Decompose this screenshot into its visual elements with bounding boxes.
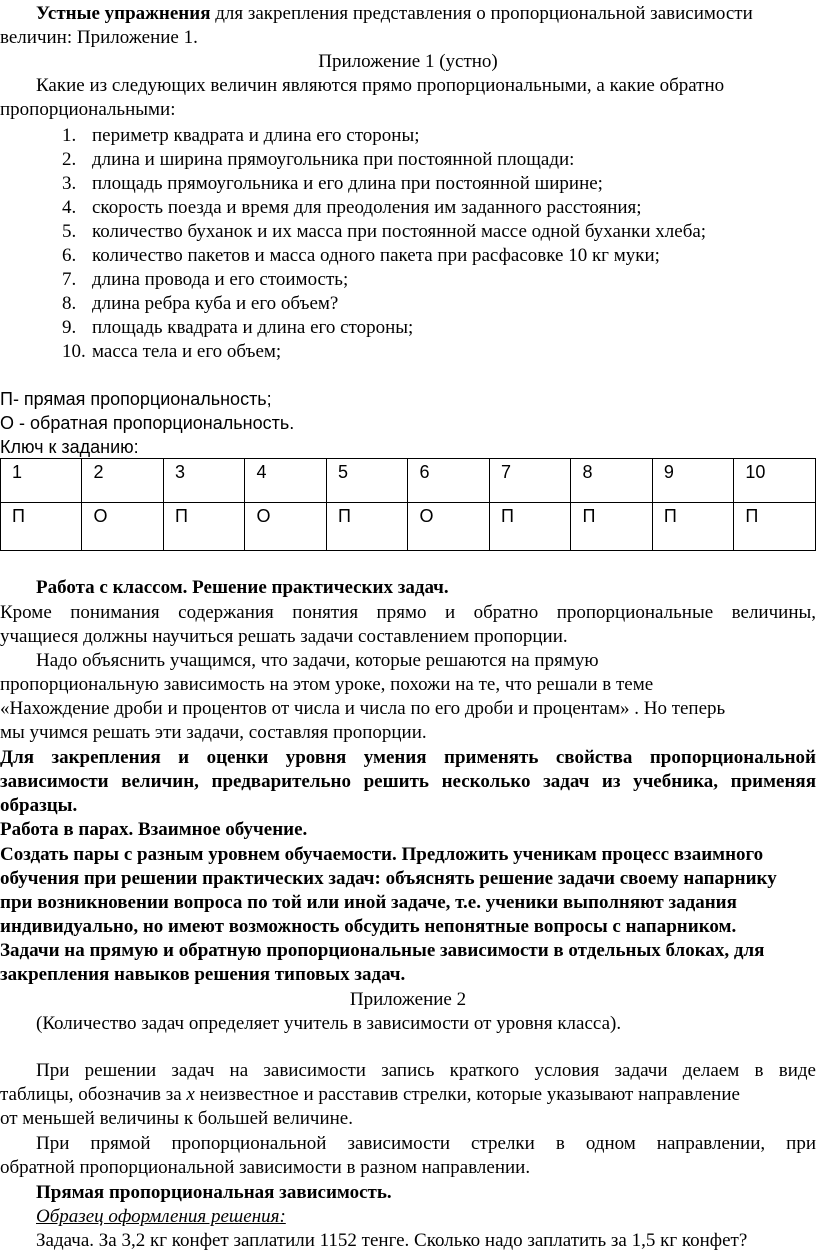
intro-bold: Устные упражнения <box>36 3 211 24</box>
list-item-number: 2. <box>62 149 77 170</box>
list-item <box>62 196 642 220</box>
table-cell: 4 <box>245 459 327 503</box>
key-title: Ключ к заданию: <box>0 437 139 457</box>
table-row <box>1 459 816 503</box>
list-item <box>62 220 706 244</box>
appendix1-title: Приложение 1 (устно) <box>318 51 498 72</box>
list-item-text: количество буханок и их масса при постоянной массе одной буханки хлеба; <box>92 221 707 242</box>
list-item <box>62 292 338 316</box>
pair-work-line6: закрепления навыков решения типовых задач. <box>0 964 406 985</box>
table-cell: 9 <box>652 459 733 503</box>
solving-sample: Образец оформления решения: <box>36 1206 286 1227</box>
list-item-text: масса тела и его объем; <box>92 341 282 362</box>
list-item-text: скорость поезда и время для преодоления им заданного расстояния; <box>92 197 642 218</box>
table-cell: 8 <box>571 459 652 503</box>
solving-p2-line1: При прямой пропорциональной зависимости стрелки в одном направлении, при <box>36 1133 816 1154</box>
appendix1-question-line1: Какие из следующих величин являются прямо пропорциональными, а какие обратно <box>36 75 725 96</box>
class-work-p2-line1: Надо объяснить учащимся, что задачи, которые решаются на прямую <box>36 650 599 671</box>
class-work-p2-line2: пропорциональную зависимость на этом уроке, похожи на те, что решали в теме <box>0 674 654 695</box>
class-work-p1-line1: Кроме понимания содержания понятия прямо и обратно пропорциональные величины, <box>0 602 816 623</box>
list-item-text: количество пакетов и масса одного пакета при расфасовке 10 кг муки; <box>92 245 660 266</box>
list-item-number: 1. <box>62 125 77 146</box>
list-item-number: 7. <box>62 269 77 290</box>
pair-work-line2: обучения при решении практических задач: объяснять решение задачи своему напарнику <box>0 868 777 889</box>
list-item-number: 4. <box>62 197 77 218</box>
solving-p1-line1: При решении задач на зависимости запись краткого условия задачи делаем в виде <box>36 1060 816 1081</box>
appendix2-title: Приложение 2 <box>349 989 467 1010</box>
table-cell: 6 <box>408 459 490 503</box>
legend-direct: П- прямая пропорциональность; <box>0 389 272 409</box>
list-item <box>62 124 420 148</box>
list-item <box>62 316 413 340</box>
class-work-p1-line2: учащиеся должны научиться решать задачи составлением пропорции. <box>0 626 568 647</box>
list-item-number: 3. <box>62 173 77 194</box>
solving-heading: Прямая пропорциональная зависимость. <box>36 1182 392 1203</box>
table-cell: 1 <box>1 459 82 503</box>
list-item <box>62 244 660 268</box>
table-cell: О <box>408 503 490 551</box>
list-item <box>62 172 603 196</box>
class-work-p3-line3: образцы. <box>0 795 78 816</box>
list-item <box>62 340 281 364</box>
table-cell: П <box>652 503 733 551</box>
list-item-number: 10. <box>62 341 86 362</box>
list-item-text: длина провода и его стоимость; <box>92 269 349 290</box>
list-item-number: 5. <box>62 221 77 242</box>
class-work-p3-line2: зависимости величин, предварительно решить несколько задач из учебника, применяя <box>0 771 816 792</box>
table-cell: П <box>571 503 652 551</box>
table-cell: 5 <box>326 459 407 503</box>
solving-task: Задача. За 3,2 кг конфет заплатили 1152 тенге. Сколько надо заплатить за 1,5 кг конфет? <box>36 1230 748 1251</box>
table-cell: П <box>163 503 244 551</box>
list-item-text: длина ребра куба и его объем? <box>92 293 339 314</box>
list-item-text: площадь прямоугольника и его длина при постоянной ширине; <box>92 173 603 194</box>
list-item-text: периметр квадрата и длина его стороны; <box>92 125 420 146</box>
table-row <box>1 503 816 551</box>
pair-work-line4: индивидуально, но имеют возможность обсудить непонятные вопросы с напарником. <box>0 916 737 937</box>
answer-key-table <box>0 458 816 551</box>
list-item-text: площадь квадрата и длина его стороны; <box>92 317 414 338</box>
solving-p1-line2-b: неизвестное и расставив стрелки, которые указывают направление <box>194 1084 740 1105</box>
legend-inverse: О - обратная пропорциональность. <box>0 413 295 433</box>
list-item-number: 8. <box>62 293 77 314</box>
intro-line2: величин: Приложение 1. <box>0 27 198 48</box>
pair-work-line3: при возникновении вопроса по той или иной задаче, т.е. ученики выполняют задания <box>0 892 737 913</box>
list-item <box>62 268 348 292</box>
solving-p2-line2: обратной пропорциональной зависимости в разном направлении. <box>0 1157 531 1178</box>
table-cell: О <box>82 503 164 551</box>
list-item-number: 9. <box>62 317 77 338</box>
pair-work-line1: Создать пары с разным уровнем обучаемости. Предложить ученикам процесс взаимного <box>0 844 764 865</box>
class-work-p2-line3: «Нахождение дроби и процентов от числа и числа по его дроби и процентам» . Но теперь <box>0 698 726 719</box>
class-work-p2-line4: мы учимся решать эти задачи, составляя пропорции. <box>0 722 427 743</box>
list-item-number: 6. <box>62 245 77 266</box>
solving-p1-line2 <box>0 1083 740 1107</box>
list-item <box>62 148 574 172</box>
table-cell: П <box>326 503 407 551</box>
list-item-text: длина и ширина прямоугольника при постоянной площади: <box>92 149 575 170</box>
table-cell: П <box>489 503 570 551</box>
class-work-heading: Работа с классом. Решение практических задач. <box>36 577 449 598</box>
table-cell: 10 <box>734 459 816 503</box>
class-work-p3-line1: Для закрепления и оценки уровня умения применять свойства пропорциональной <box>0 747 816 768</box>
pair-work-heading: Работа в парах. Взаимное обучение. <box>0 819 308 840</box>
table-cell: 3 <box>163 459 244 503</box>
table-cell: О <box>245 503 327 551</box>
intro-line <box>36 2 753 26</box>
appendix2-note: (Количество задач определяет учитель в зависимости от уровня класса). <box>36 1013 622 1034</box>
table-cell: 7 <box>489 459 570 503</box>
intro-rest: для закрепления представления о пропорциональной зависимости <box>210 3 753 24</box>
solving-p1-line3: от меньшей величины к большей величине. <box>0 1108 353 1129</box>
solving-p1-line2-a: таблицы, обозначив за <box>0 1084 187 1105</box>
table-cell: 2 <box>82 459 164 503</box>
table-cell: П <box>1 503 82 551</box>
table-cell: П <box>734 503 816 551</box>
unknown-x: x <box>186 1084 195 1105</box>
pair-work-line5: Задачи на прямую и обратную пропорциональные зависимости в отдельных блоках, для <box>0 940 765 961</box>
appendix1-question-line2: пропорциональными: <box>0 99 176 120</box>
